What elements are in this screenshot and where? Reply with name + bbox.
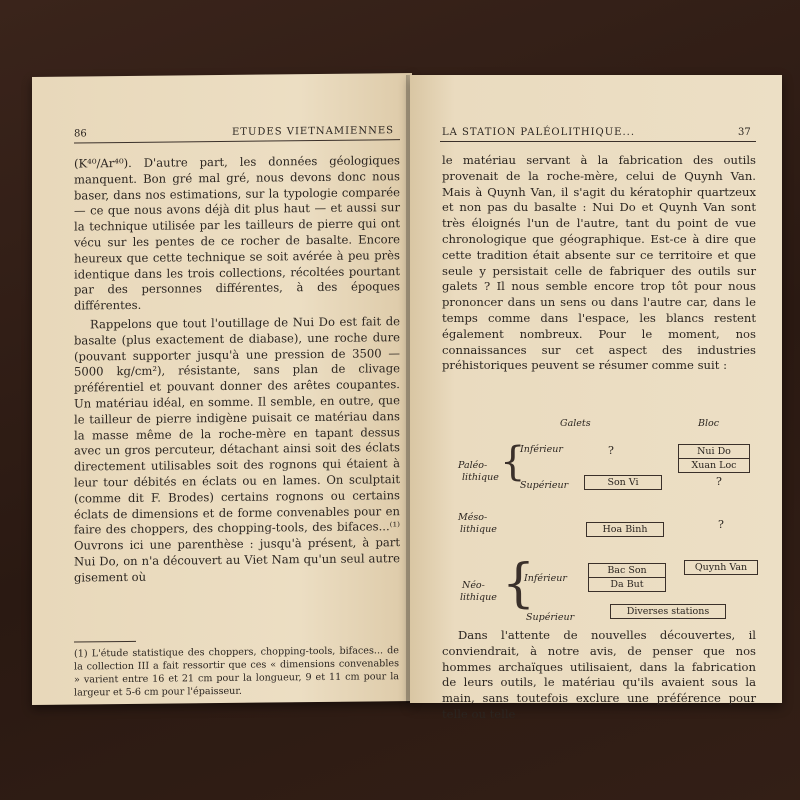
question-paleo-galets: ? xyxy=(608,444,614,457)
right-paragraph-1: le matériau servant à la fabrication des outils provenait de la roche-mère, celui de Quynh Van. Mais à Quynh Van, il s'agit du kératophir quartzeux et non pas du basalte : Nui Do et Quynh Van sont très éloignés l'un de l'autre, tant du point de vue chronologique que géographique. Est-ce à dire que cette tradition était absente sur ce territoire et que seule y persistait celle de fabriquer des outils sur galets ? Il nous semble encore trop tôt pour nous prononcer dans un sens ou dans l'autre car, dans le temps comme dans l'espace, les blancs restent également nombreux. Pour le moment, nos connaissances sur cet aspect des industries préhistoriques peuvent se résumer comme suit : xyxy=(442,153,756,373)
left-page-number: 86 xyxy=(74,128,87,140)
box-nui-do: Nui Do xyxy=(678,444,750,459)
left-body-text xyxy=(74,153,400,589)
footnote-rule xyxy=(74,641,136,643)
right-page-number: 37 xyxy=(738,127,751,138)
label-meso-2: lithique xyxy=(460,524,497,535)
box-bac-son: Bac Son xyxy=(588,563,666,578)
label-neo-2: lithique xyxy=(460,592,497,603)
left-running-head: ETUDES VIETNAMIENNES xyxy=(232,125,394,138)
left-head-rule xyxy=(74,139,400,143)
box-son-vi: Son Vi xyxy=(584,475,662,490)
right-page xyxy=(410,75,782,721)
label-paleo-superieur: Supérieur xyxy=(520,480,569,491)
label-meso-1: Méso- xyxy=(458,512,488,523)
question-meso-bloc: ? xyxy=(718,518,724,531)
left-page xyxy=(32,73,412,705)
col-label-bloc: Bloc xyxy=(698,418,720,429)
open-book xyxy=(18,75,790,721)
left-paragraph-1: (K⁴⁰/Ar⁴⁰). D'autre part, les données géologiques manquent. Bon gré mal gré, nous devons donc nous baser, dans nos estimations, sur la typologie comparée — ce que nous avons déjà dit plus haut — et aussi sur la technique utilisée par les tailleurs de pierre qui ont vécu sur les pentes de ce rocher de basalte. Encore heureux que cette technique se soit avérée à peu près identique dans les trois collections, récoltées pourtant par des personnes différentes, à des époques différentes. xyxy=(74,153,400,313)
box-da-but: Da But xyxy=(588,577,666,592)
box-diverses-stations: Diverses stations xyxy=(610,604,726,619)
label-neo-inferieur: Inférieur xyxy=(524,573,567,584)
right-running-head: LA STATION PALÉOLITHIQUE... xyxy=(442,127,636,138)
col-label-galets: Galets xyxy=(560,418,591,429)
right-body-text-bottom xyxy=(442,628,756,726)
brace-neo: { xyxy=(502,554,536,614)
box-xuan-loc: Xuan Loc xyxy=(678,458,750,473)
label-paleo-2: lithique xyxy=(462,472,499,483)
box-quynh-van: Quynh Van xyxy=(684,560,758,575)
question-paleo-bloc: ? xyxy=(716,475,722,488)
footnote: (1) L'étude statistique des choppers, chopping-tools, bifaces... de la collection III a fait ressortir que ces « dimensions convenables » varient entre 16 et 21 cm pour la longueur, 9 et 11 cm pour la largeur et 5-6 cm pour l'épaisseur. xyxy=(74,645,399,699)
label-paleo-1: Paléo- xyxy=(458,460,488,471)
brace-paleo: { xyxy=(500,439,526,485)
label-paleo-inferieur: Inférieur xyxy=(520,444,563,455)
chronology-diagram xyxy=(438,418,768,623)
right-body-text-top xyxy=(442,153,756,377)
label-neo-superieur: Supérieur xyxy=(526,612,575,623)
right-head-rule xyxy=(440,141,756,142)
right-paragraph-2: Dans l'attente de nouvelles découvertes, il conviendrait, à notre avis, de penser que nos hommes archaïques utilisaient, dans la fabrication de leurs outils, le matériau qu'ils avaient sous la main, sans toutefois exclure une préférence pour telle ou telle xyxy=(442,628,756,721)
box-hoa-binh: Hoa Binh xyxy=(586,522,664,537)
label-neo-1: Néo- xyxy=(462,580,485,591)
left-paragraph-2: Rappelons que tout l'outillage de Nui Do est fait de basalte (plus exactement de diabase), une roche dure (pouvant supporter jusqu'à une pression de 3500 — 5000 kg/cm²), résistante, sans plan de clivage préférentiel et pouvant donner des arêtes coupantes. Un matériau idéal, en somme. Il semble, en outre, que le tailleur de pierre indigène puisait ce matériau dans la masse même de la roche-mère en tapant dessus avec un gros percuteur, détachant ainsi soit des éclats directement utilisables soit des rognons qui étaient à leur tour débités en éclats ou en lames. On sculptait (comme dit F. Brodes) certains rognons ou certains éclats de dimensions et de forme convenables pour en faire des choppers, des chopping-tools, des bifaces...⁽¹⁾ Ouvrons ici une parenthèse : jusqu'à présent, à part Nui Do, on n'a découvert au Viet Nam qu'un seul autre gisement où xyxy=(74,314,400,585)
